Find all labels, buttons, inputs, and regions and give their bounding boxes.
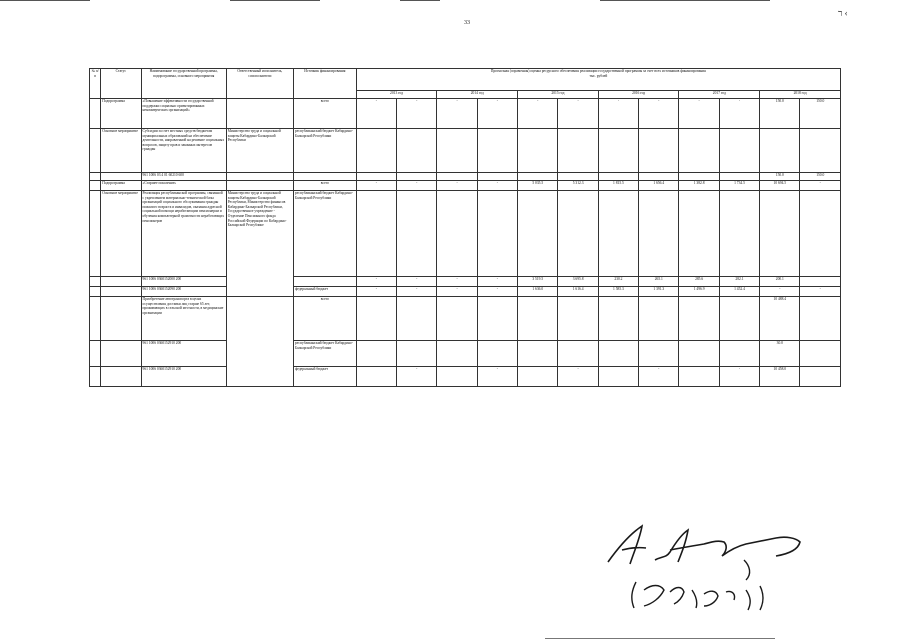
header-no: № п/п [90, 69, 101, 99]
cell-value [639, 341, 679, 367]
cell-value: 10 458.0 [760, 367, 800, 387]
cell-value: 265.1 [639, 277, 679, 287]
cell-name: Реализация республиканской программы, связанной с укреплением материально-технической базы организаций социального обслуживания граждан пожилого возраста и инвалидов, оказания адресной социальной помощи неработающим пенсионерам и обучения компьютерной грамотности неработающих пенсионеров [141, 191, 226, 277]
cell-executor: Министерство труда и социальной защиты Кабардино-Балкарской Республики [226, 129, 293, 173]
cell-value [518, 129, 558, 173]
cell-value [437, 367, 477, 387]
cell-value: 150.0 [760, 173, 800, 181]
cell-value: - [437, 287, 477, 297]
cell-value [477, 129, 517, 173]
cell-executor [226, 297, 293, 387]
year-header: 2016 год [598, 91, 679, 99]
cell-value [397, 173, 437, 181]
cell-value [760, 129, 800, 173]
cell-value: 1 452.4 [719, 287, 759, 297]
cell-value [679, 129, 719, 173]
cell-value: - [800, 181, 841, 191]
cell-no [90, 297, 101, 341]
cell-value: 1 656.4 [639, 181, 679, 191]
cell-value: 30.0 [760, 341, 800, 367]
cell-status [101, 173, 141, 181]
cell-value: - [356, 99, 396, 129]
year-header: 2018 год [760, 91, 841, 99]
cell-status: Основное мероприятие [101, 129, 141, 173]
cell-value: - [356, 181, 396, 191]
cell-value [800, 129, 841, 173]
year-header: 2014 год [437, 91, 518, 99]
cell-name: 961 1006 0360152090 200 [141, 287, 226, 297]
cell-value [639, 297, 679, 341]
cell-value [477, 341, 517, 367]
table-row [90, 181, 841, 191]
table-row [90, 99, 841, 129]
cell-value: 1 391.3 [639, 287, 679, 297]
cell-value [598, 129, 638, 173]
cell-value: 10 694.5 [760, 181, 800, 191]
cell-value: - [800, 287, 841, 297]
table-row [90, 297, 841, 341]
cell-value: - [397, 287, 437, 297]
cell-value: 150.0 [800, 99, 841, 129]
header-funding [356, 69, 840, 91]
header-executor: Ответственный исполнитель, соисполнители [226, 69, 293, 99]
cell-value [518, 367, 558, 387]
cell-source [293, 173, 356, 181]
page-number: 33 [464, 20, 470, 26]
cell-value [639, 173, 679, 181]
cell-value: - [437, 99, 477, 129]
cell-value: - [477, 181, 517, 191]
cell-value [397, 341, 437, 367]
cell-source: федеральный бюджет [293, 287, 356, 297]
cell-value: - [397, 99, 437, 129]
cell-executor [226, 181, 293, 191]
cell-value [639, 129, 679, 173]
table-row [90, 191, 841, 277]
cell-executor: Министерство труда и социальной защиты Кабардино-Балкарской Республики, Министерство финансов Кабардино-Балкарской Республики, Государственное учреждение - Отделение Пенсионного фонда Российской Федерации по Кабардино-Балкарской Республике [226, 191, 293, 297]
cell-value [477, 297, 517, 341]
cell-value [639, 191, 679, 277]
cell-value: 285.6 [679, 277, 719, 287]
header-unit: тыс. рублей [589, 73, 608, 78]
cell-status: Подпрограмма [101, 181, 141, 191]
cell-value [719, 341, 759, 367]
cell-source [293, 277, 356, 287]
scan-edge-line [230, 0, 320, 1]
cell-value [356, 129, 396, 173]
cell-name: «Старшее поколение» [141, 181, 226, 191]
cell-value: 282.1 [719, 277, 759, 287]
cell-value [719, 173, 759, 181]
table-row [90, 129, 841, 173]
cell-value: - [639, 99, 679, 129]
cell-no [90, 191, 101, 277]
cell-no [90, 173, 101, 181]
cell-value [800, 297, 841, 341]
cell-value: - [356, 277, 396, 287]
cell-value: - [477, 367, 517, 387]
cell-value [558, 191, 598, 277]
cell-value [800, 191, 841, 277]
cell-value [356, 297, 396, 341]
cell-value [356, 173, 396, 181]
scan-edge-line [600, 0, 770, 1]
cell-value [598, 191, 638, 277]
cell-no [90, 367, 101, 387]
cell-value: - [558, 99, 598, 129]
cell-value: 1 382.8 [679, 181, 719, 191]
cell-value [679, 173, 719, 181]
table-row [90, 367, 841, 387]
table-row [90, 277, 841, 287]
cell-value [518, 297, 558, 341]
cell-value: - [558, 367, 598, 387]
cell-value [356, 191, 396, 277]
cell-value [437, 297, 477, 341]
cell-value: 230.2 [598, 277, 638, 287]
cell-value: 1 636.0 [518, 287, 558, 297]
year-header: 2013 год [356, 91, 437, 99]
cell-value: - [477, 99, 517, 129]
cell-value [518, 191, 558, 277]
cell-value [437, 341, 477, 367]
cell-executor [226, 99, 293, 129]
cell-value: 150.0 [760, 99, 800, 129]
header-name: Наименование государственной программы, подпрограммы, основного мероприятия [141, 69, 226, 99]
corner-marks: ר ‹ [838, 8, 848, 18]
cell-value [477, 191, 517, 277]
cell-no [90, 129, 101, 173]
cell-value: - [760, 287, 800, 297]
cell-value [518, 341, 558, 367]
year-header: 2017 год [679, 91, 760, 99]
cell-value: 10 488.4 [760, 297, 800, 341]
cell-source: федеральный бюджет [293, 367, 356, 387]
cell-value: - [356, 287, 396, 297]
cell-value: - [719, 367, 759, 387]
cell-value: 200.1 [760, 277, 800, 287]
cell-value [558, 129, 598, 173]
cell-source: всего [293, 297, 356, 341]
cell-value: - [477, 287, 517, 297]
cell-status [101, 297, 141, 341]
table-row [90, 287, 841, 297]
cell-no [90, 277, 101, 287]
cell-value [356, 341, 396, 367]
cell-value: - [679, 99, 719, 129]
cell-status [101, 287, 141, 297]
cell-value: 1 616.4 [558, 287, 598, 297]
cell-value: 5 035.5 [518, 181, 558, 191]
cell-status [101, 367, 141, 387]
cell-value: - [518, 99, 558, 129]
cell-value: - [598, 99, 638, 129]
cell-value: - [397, 181, 437, 191]
cell-value [800, 277, 841, 287]
cell-value [679, 297, 719, 341]
cell-value [679, 367, 719, 387]
cell-value [800, 367, 841, 387]
cell-value [356, 367, 396, 387]
cell-value [800, 341, 841, 367]
cell-value [598, 173, 638, 181]
cell-status [101, 277, 141, 287]
cell-status: Основное мероприятие [101, 191, 141, 277]
cell-value [558, 297, 598, 341]
header-source: Источник финансирования [293, 69, 356, 99]
cell-source: республиканский бюджет Кабардино-Балкарской Республики [293, 341, 356, 367]
cell-name: 961 1006 0360152910 200 [141, 341, 226, 367]
cell-value: - [437, 181, 477, 191]
cell-value: 1 734.5 [719, 181, 759, 191]
cell-value: 1 585.3 [598, 287, 638, 297]
table-row [90, 341, 841, 367]
cell-value: 1 815.5 [598, 181, 638, 191]
cell-value: 3 695.8 [558, 277, 598, 287]
cell-value [760, 191, 800, 277]
cell-no [90, 287, 101, 297]
scan-edge-line [545, 638, 775, 639]
cell-name: 961 1006 0360152910 200 [141, 367, 226, 387]
cell-executor [226, 173, 293, 181]
scan-edge-line [400, 0, 440, 1]
handwritten-signature [600, 520, 810, 620]
cell-value [558, 341, 598, 367]
cell-value [437, 129, 477, 173]
cell-value [679, 341, 719, 367]
cell-value [598, 341, 638, 367]
cell-status: Подпрограмма [101, 99, 141, 129]
cell-source: республиканский бюджет Кабардино-Балкарской Республики [293, 191, 356, 277]
cell-value: 3 519.5 [518, 277, 558, 287]
cell-name: 961 1006 03 4 01 60210 600 [141, 173, 226, 181]
cell-source: всего [293, 99, 356, 129]
cell-value [437, 173, 477, 181]
cell-value: - [639, 367, 679, 387]
cell-value [477, 173, 517, 181]
cell-no [90, 99, 101, 129]
cell-value [719, 129, 759, 173]
cell-value: 5 312.3 [558, 181, 598, 191]
cell-source: всего [293, 181, 356, 191]
cell-value [518, 173, 558, 181]
year-header: 2015 год [518, 91, 599, 99]
cell-value [679, 191, 719, 277]
scan-edge-line [0, 0, 90, 1]
cell-value: - [719, 99, 759, 129]
cell-value: - [477, 277, 517, 287]
cell-value: - [437, 277, 477, 287]
cell-no [90, 341, 101, 367]
cell-status [101, 341, 141, 367]
cell-value: - [397, 277, 437, 287]
cell-value: - [397, 367, 437, 387]
cell-value [719, 191, 759, 277]
cell-value [598, 297, 638, 341]
header-status: Статус [101, 69, 141, 99]
cell-name: Субсидии за счет местных средств бюджетам муниципальных образований на обеспечение деятельности, направленной на решение социальных вопросов, защиту прав и законных интересов граждан [141, 129, 226, 173]
cell-value [719, 297, 759, 341]
cell-name: «Повышение эффективности государственной поддержки социально ориентированных некоммерческих организаций» [141, 99, 226, 129]
cell-value: 1 496.9 [679, 287, 719, 297]
cell-value [397, 191, 437, 277]
cell-source: республиканский бюджет Кабардино-Балкарской Республики [293, 129, 356, 173]
header-funding-title: Прогнозная (справочная) оценка ресурсного обеспечения реализации государственной программы за счет всех источников финансирования [490, 69, 706, 73]
cell-value [397, 297, 437, 341]
cell-value [558, 173, 598, 181]
cell-name: Приобретение автотранспорта в целях осуществления доставки лиц старше 65 лет, проживающих в сельской местности, в медицинские организации [141, 297, 226, 341]
cell-value: 150.0 [800, 173, 841, 181]
cell-value [598, 367, 638, 387]
cell-name: 961 1006 0360152000 200 [141, 277, 226, 287]
table-row [90, 173, 841, 181]
cell-value [397, 129, 437, 173]
funding-table [89, 68, 841, 387]
cell-value [437, 191, 477, 277]
cell-no [90, 181, 101, 191]
